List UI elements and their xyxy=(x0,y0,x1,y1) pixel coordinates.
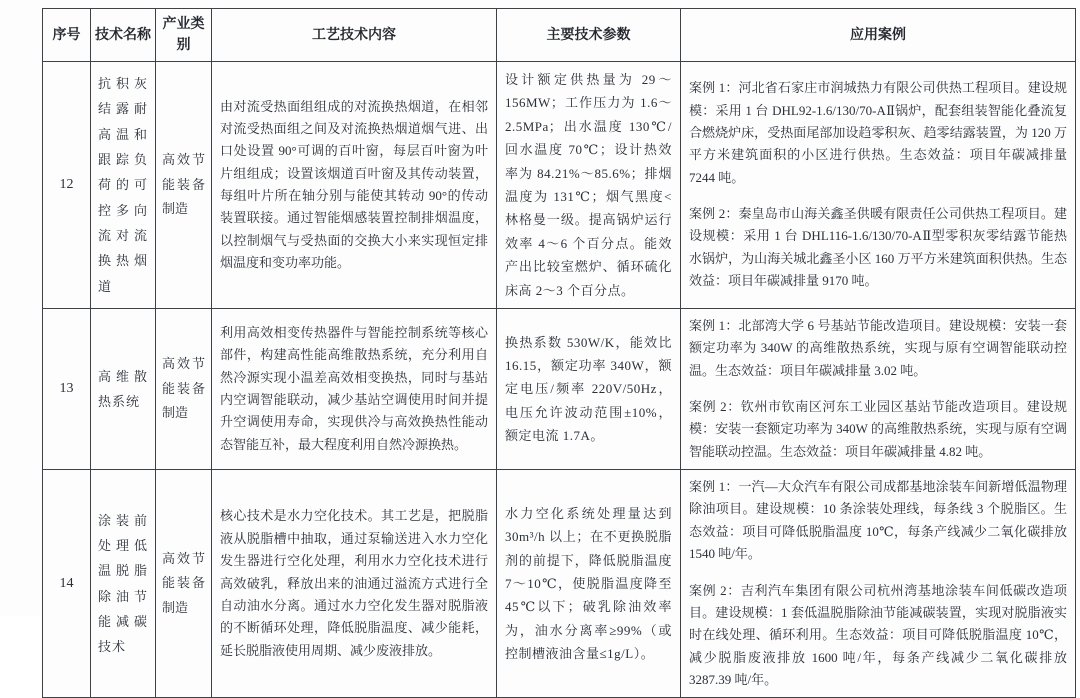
technology-table xyxy=(42,8,1076,698)
cell-process-content xyxy=(212,308,497,469)
cell-tech-params xyxy=(497,470,681,698)
table-header-row xyxy=(43,9,1076,62)
cell-serial: 13 xyxy=(43,308,91,469)
header-application-cases: 应用案例 xyxy=(681,9,1076,62)
process-text: 由对流受热面组组成的对流换热烟道，在相邻对流受热面组之间及对流换热烟道烟气进、出口处设置 90°可调的百叶窗，每层百叶窗为叶片组组成；设置该烟道百叶窗及其传动装置，每组叶片所在轴分别与能使其转动 90°的传动装置联接。通过智能烟感装置控制排烟温度，以控制烟气与受热面的交换大小来实现恒定排烟温度和变功率功能。 xyxy=(220,98,488,271)
cell-tech-name: 高维散热系统 xyxy=(91,308,156,469)
case-paragraph: 案例 1：北部湾大学 6 号基站节能改造项目。建设规模：安装一套额定功率为 340W 的高维散热系统，实现与原有空调智能联动控温。生态效益：项目年碳减排量 3.02 吨。 xyxy=(689,317,1067,378)
header-industry-category: 产业类别 xyxy=(156,9,212,62)
process-text: 核心技术是水力空化技术。其工艺是，把脱脂液从脱脂槽中抽取，通过泵输送进入水力空化发生器进行空化处理，利用水力空化技术进行高效破乳，释放出来的油通过溢流方式进行全自动油水分离。通过水力空化发生器对脱脂液的不断循环处理，降低脱脂温度、减少能耗，延长脱脂液使用周期、减少废液排放。 xyxy=(220,508,488,658)
table-row xyxy=(43,308,1076,469)
header-serial: 序号 xyxy=(43,9,91,62)
cell-tech-params xyxy=(497,308,681,469)
cell-tech-params xyxy=(497,62,681,309)
params-text: 设计额定供热量为 29～156MW；工作压力为 1.6～2.5MPa；出水温度 130℃/回水温度 70℃；设计热效率为 84.21%～85.6%；排烟温度为 131℃；烟气黑度<林格曼一级。提高锅炉运行效率 4～6 个百分点。能效产出比较室燃炉、循环硫化床高 2～3 个百分点。 xyxy=(505,72,672,298)
cell-serial: 12 xyxy=(43,62,91,309)
cell-tech-name: 涂装前处理低温脱脂除油节能减碳技术 xyxy=(91,470,156,698)
cell-tech-name: 抗积灰结露耐高温和跟踪负荷的可控多向流对流换热烟道 xyxy=(91,62,156,309)
header-tech-params: 主要技术参数 xyxy=(497,9,681,62)
params-text: 换热系数 530W/K，能效比 16.15，额定功率 340W，额定电压/频率 220V/50Hz，电压允许波动范围±10%，额定电流 1.7A。 xyxy=(505,334,672,444)
cell-industry-category: 高效节能装备制造 xyxy=(156,308,212,469)
cell-industry-category: 高效节能装备制造 xyxy=(156,470,212,698)
case-paragraph: 案例 1：一汽—大众汽车有限公司成都基地涂装车间新增低温物理除油项目。建设规模：10 条涂装处理线，每条线 3 个脱脂区。生态效益：项目可降低脱脂温度 10℃，每条产线减少二氧化碳排放 1540 吨/年。 xyxy=(689,479,1067,562)
cell-application-cases xyxy=(681,470,1076,698)
cell-application-cases xyxy=(681,62,1076,309)
header-tech-name: 技术名称 xyxy=(91,9,156,62)
cell-serial: 14 xyxy=(43,470,91,698)
header-process-content: 工艺技术内容 xyxy=(212,9,497,62)
process-text: 利用高效相变传热器件与智能控制系统等核心部件，构建高性能高维散热系统，充分利用自然冷源实现小温差高效相变换热，同时与基站内空调智能联动，减少基站空调使用时间并提升空调使用寿命，实现供冷与高效换热性能动态智能互补，最大程度利用自然冷源换热。 xyxy=(220,324,488,452)
table-row xyxy=(43,62,1076,309)
params-text: 水力空化系统处理量达到 30m³/h 以上；在不更换脱脂剂的前提下，降低脱脂温度 7～10℃，使脱脂温度降至 45℃以下；破乳除油效率为，油水分离率≥99%（或控制槽液油含量≤1g/L）。 xyxy=(505,505,672,662)
cell-application-cases xyxy=(681,308,1076,469)
case-paragraph: 案例 1：河北省石家庄市润城热力有限公司供热工程项目。建设规模：采用 1 台 DHL92-1.6/130/70-AⅡ锅炉，配套组装智能化叠流复合燃烧炉床，受热面尾部加设趋零积灰、趋零结露装置，为 120 万平方米建筑面积的小区进行供热。生态效益：项目年碳减排量 7244 吨。 xyxy=(689,80,1067,185)
case-paragraph: 案例 2：秦皇岛市山海关鑫圣供暖有限责任公司供热工程项目。建设规模：采用 1 台 DHL116-1.6/130/70-AⅡ型零积灰零结露节能热水锅炉，为山海关城北鑫圣小区 160 万平方米建筑面积供热。生态效益：项目年碳减排量 9170 吨。 xyxy=(689,206,1067,289)
cell-industry-category: 高效节能装备制造 xyxy=(156,62,212,309)
case-paragraph: 案例 2：钦州市钦南区河东工业园区基站节能改造项目。建设规模：安装一套额定功率为 340W 的高维散热系统，实现与原有空调智能联动控温。生态效益：项目年碳减排量 4.82 吨。 xyxy=(689,398,1067,459)
case-paragraph: 案例 2：吉利汽车集团有限公司杭州湾基地涂装车间低碳改造项目。建设规模：1 套低温脱脂除油节能减碳装置，实现对脱脂液实时在线处理、循环利用。生态效益：项目可降低脱脂温度 10℃，减少脱脂废液排放 1600 吨/年，每条产线减少二氧化碳排放 3287.39 吨/年。 xyxy=(689,582,1067,687)
cell-process-content xyxy=(212,62,497,309)
cell-process-content xyxy=(212,470,497,698)
table-row xyxy=(43,470,1076,698)
